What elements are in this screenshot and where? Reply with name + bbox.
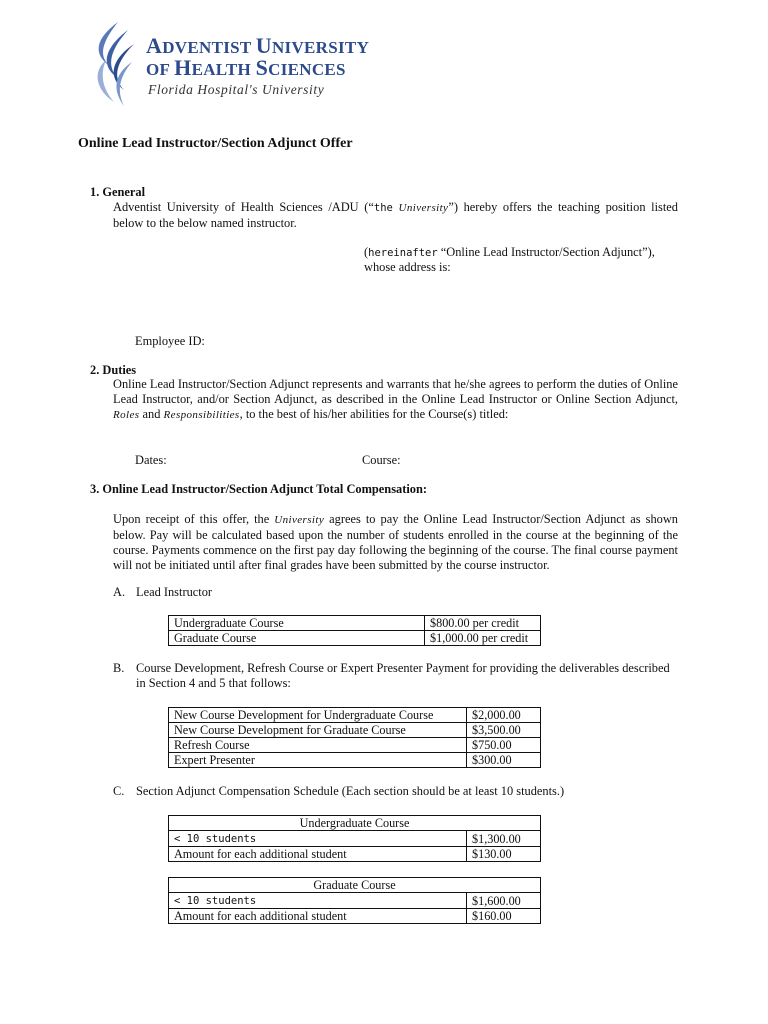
section-general-heading: 1. General <box>90 185 146 199</box>
item-c-label: C. <box>113 784 125 798</box>
table-row <box>169 831 541 847</box>
table-cell: Graduate Course <box>169 631 425 646</box>
item-b-text-line1: Course Development, Refresh Course or Expert Presenter Payment for providing the deliverables described <box>136 661 670 675</box>
employee-id-label: Employee ID: <box>135 334 205 348</box>
table-row <box>169 816 541 831</box>
item-a-text: Lead Instructor <box>136 585 213 599</box>
course-label: Course: <box>362 453 401 467</box>
table-cell: New Course Development for Undergraduate Course <box>169 708 467 723</box>
table-cell: Expert Presenter <box>169 753 467 768</box>
table-cell: $750.00 <box>467 738 541 753</box>
section-compensation-heading: 3. Online Lead Instructor/Section Adjunct Total Compensation: <box>90 482 427 496</box>
table-cell: $3,500.00 <box>467 723 541 738</box>
item-c-text: Section Adjunct Compensation Schedule (Each section should be at least 10 students.) <box>136 784 565 798</box>
table-header-cell: Undergraduate Course <box>169 816 541 831</box>
table-cell: Undergraduate Course <box>169 616 425 631</box>
table-cell: < 10 students <box>169 893 467 909</box>
table-cell: Refresh Course <box>169 738 467 753</box>
table-row <box>169 738 541 753</box>
table-row <box>169 847 541 862</box>
table-cell: $160.00 <box>467 909 541 924</box>
table-cell: $1,300.00 <box>467 831 541 847</box>
general-paragraph: Adventist University of Health Sciences /ADU (“the University”) hereby offers the teaching position listed below to the below named instructor. <box>113 200 678 230</box>
table-row <box>169 723 541 738</box>
duties-paragraph: Online Lead Instructor/Section Adjunct represents and warrants that he/she agrees to perform the duties of Online Lead Instructor, and/or Section Adjunct, as described in the Online Lead Instructor or Online Section Adjunct, Roles and Responsibilities, to the best of his/her abilities for the Course(s) titled: <box>113 377 678 421</box>
table-row <box>169 893 541 909</box>
table-cell: $300.00 <box>467 753 541 768</box>
table-row <box>169 631 541 646</box>
university-logo <box>88 18 370 114</box>
table-row <box>169 909 541 924</box>
table-cell: < 10 students <box>169 831 467 847</box>
dates-label: Dates: <box>135 453 167 467</box>
table-row <box>169 708 541 723</box>
table-row <box>169 878 541 893</box>
table-cell: New Course Development for Graduate Course <box>169 723 467 738</box>
item-b-text-line2: in Section 4 and 5 that follows: <box>136 676 291 690</box>
address-label: whose address is: <box>364 260 451 274</box>
table-cell: $1,000.00 per credit <box>425 631 541 646</box>
graduate-adjunct-table <box>168 877 541 924</box>
logo-wordmark-line2: OF HEALTH SCIENCES <box>146 55 346 80</box>
table-cell: $800.00 per credit <box>425 616 541 631</box>
table-header-cell: Graduate Course <box>169 878 541 893</box>
item-b-label: B. <box>113 661 125 675</box>
table-cell: Amount for each additional student <box>169 847 467 862</box>
table-cell: Amount for each additional student <box>169 909 467 924</box>
flame-logo-icon <box>88 20 140 110</box>
table-cell: $1,600.00 <box>467 893 541 909</box>
course-development-table <box>168 707 541 768</box>
logo-tagline: Florida Hospital's University <box>148 82 325 97</box>
document-title: Online Lead Instructor/Section Adjunct Offer <box>78 136 353 151</box>
section-duties-heading: 2. Duties <box>90 363 137 377</box>
table-cell: $2,000.00 <box>467 708 541 723</box>
hereinafter-line: (hereinafter “Online Lead Instructor/Section Adjunct”), <box>364 245 655 259</box>
compensation-paragraph: Upon receipt of this offer, the University agrees to pay the Online Lead Instructor/Section Adjunct as shown below. Pay will be calculated based upon the number of students enrolled in the course at the beginning of the course. Payments commence on the first pay day following the beginning of the course. The final course payment will not be initiated until after final grades have been submitted by the course instructor. <box>113 512 679 572</box>
table-row <box>169 753 541 768</box>
item-a-label: A. <box>113 585 126 599</box>
undergraduate-adjunct-table <box>168 815 541 862</box>
table-cell: $130.00 <box>467 847 541 862</box>
logo-wordmark-line1: ADVENTIST UNIVERSITY <box>146 33 370 58</box>
table-row <box>169 616 541 631</box>
lead-instructor-table <box>168 615 541 646</box>
